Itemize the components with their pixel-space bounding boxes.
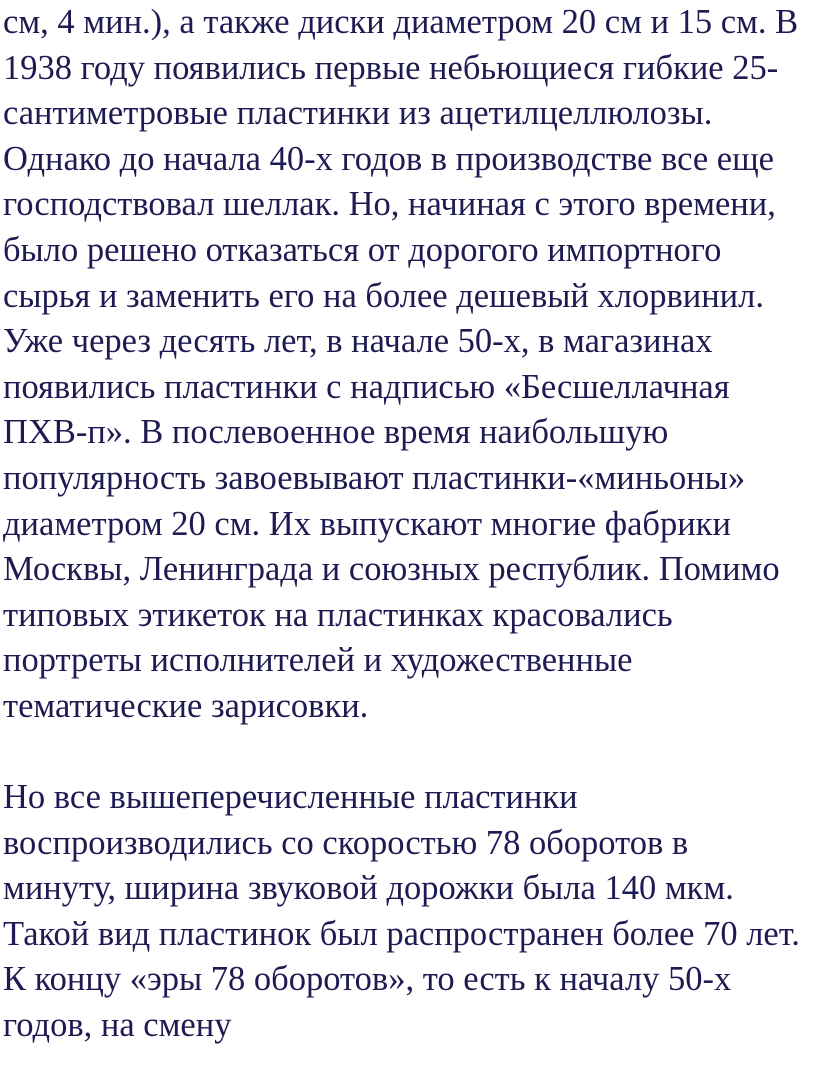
text-line: сантиметровые пластинки из ацетилцеллюлозы. <box>3 94 713 133</box>
text-line: см, 4 мин.), а также диски диаметром 20 см и 15 см. В <box>3 3 799 41</box>
text-line: 1938 году появились первые небьющиеся гибкие 25- <box>3 48 779 87</box>
paragraph-2 <box>3 775 816 1049</box>
text-line: типовых этикеток на пластинках красовались <box>3 595 673 634</box>
paragraph-spacer <box>3 730 816 776</box>
text-line: было решено отказаться от дорогого импортного <box>3 230 722 269</box>
text-line: тематические зарисовки. <box>3 686 369 725</box>
text-line: сырья и заменить его на более дешевый хлорвинил. <box>3 276 764 315</box>
text-line: Москвы, Ленинграда и союзных республик. Помимо <box>3 550 780 589</box>
text-line: портреты исполнителей и художественные <box>3 641 633 680</box>
text-line: годов, на смену <box>3 1006 232 1045</box>
text-line: воспроизводились со скоростью 78 оборотов в <box>3 823 689 862</box>
text-line: Однако до начала 40-х годов в производстве все еще <box>3 139 774 178</box>
paragraph-1 <box>3 0 816 730</box>
text-line: минуту, ширина звуковой дорожки была 140 мкм. <box>3 869 734 908</box>
text-line: диаметром 20 см. Их выпускают многие фабрики <box>3 504 731 543</box>
text-line: господствовал шеллак. Но, начиная с этого времени, <box>3 185 776 224</box>
text-line: Но все вышеперечисленные пластинки <box>3 778 578 817</box>
text-line: К концу «эры 78 оборотов», то есть к началу 50-х <box>3 960 732 999</box>
text-line: появились пластинки с надписью «Бесшеллачная <box>3 367 730 406</box>
text-line: Такой вид пластинок был распространен более 70 лет. <box>3 914 800 953</box>
text-line: ПХВ-п». В послевоенное время наибольшую <box>3 413 669 452</box>
text-line: популярность завоевывают пластинки-«миньоны» <box>3 458 746 497</box>
text-line: Уже через десять лет, в начале 50-х, в магазинах <box>3 322 713 361</box>
